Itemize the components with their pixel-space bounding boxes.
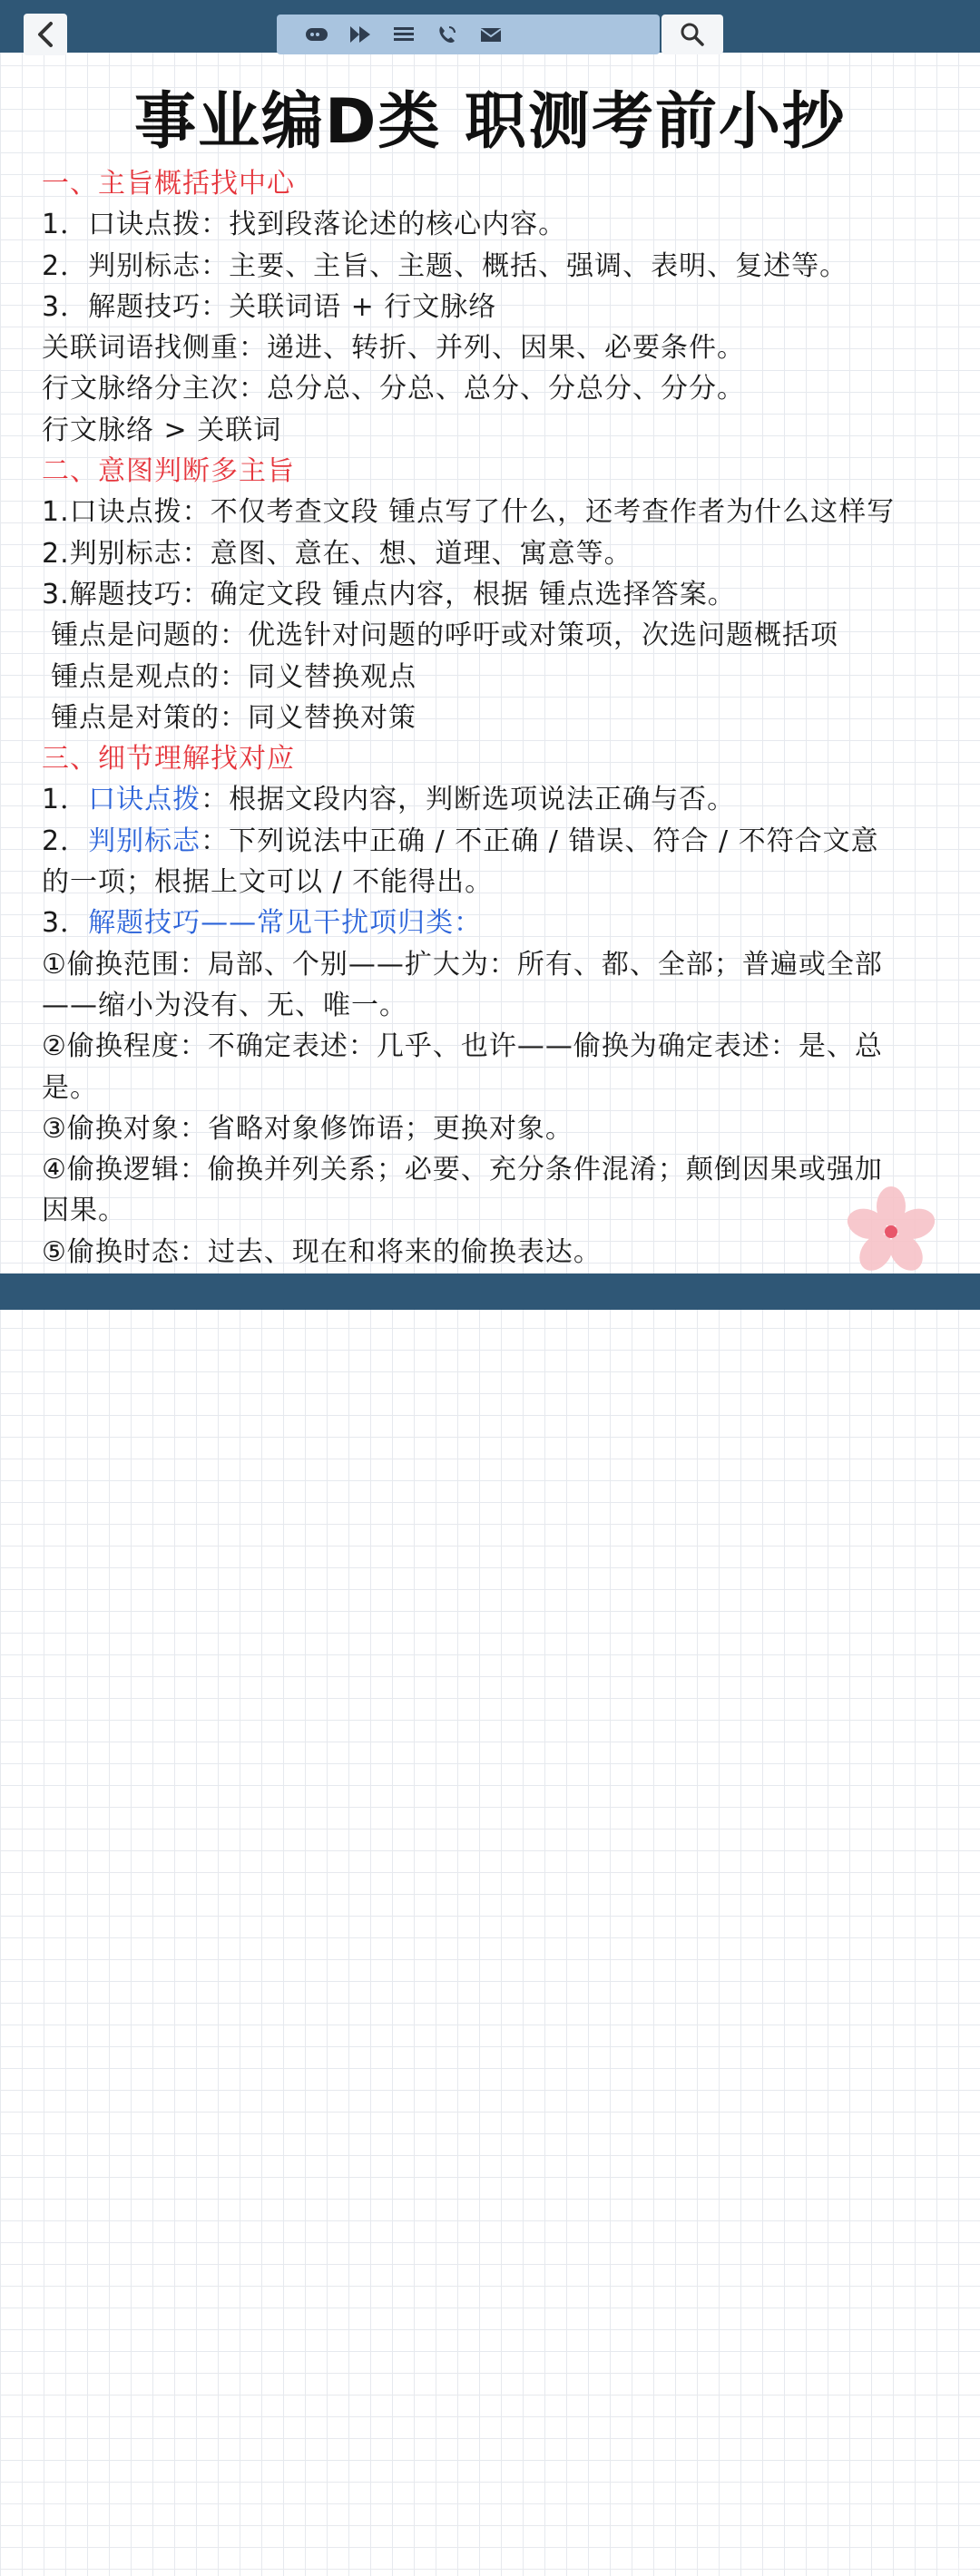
note-line: ①偷换范围：局部、个别——扩大为：所有、都、全部；普遍或全部 [42,948,883,981]
note-line: 1．口诀点拨：找到段落论述的核心内容。 [42,209,567,241]
back-icon [35,21,55,48]
search-button[interactable] [662,15,723,54]
note-line: 3．解题技巧：关联词语 + 行文脉络 [42,290,497,323]
page-title: 事业编D类 职测考前小抄 [133,86,847,158]
note-line: 锺点是观点的：同义替换观点 [51,660,416,693]
section-heading: 二、意图判断多主旨 [42,455,295,488]
note-line: ③偷换对象：省略对象修饰语；更换对象。 [42,1112,573,1145]
note-line: 行文脉络 > 关联词 [42,414,282,446]
note-line: ④偷换逻辑：偷换并列关系；必要、充分条件混淆；颠倒因果或强加 [42,1154,883,1186]
list-icon [392,24,416,44]
notes-content [42,163,949,1273]
item-number: 2． [42,825,89,857]
note-line: 锺点是对策的：同义替换对策 [51,701,416,734]
top-bar [0,0,980,53]
phone-button[interactable] [435,22,460,47]
highlight-label: 解题技巧——常见干扰项归类： [88,907,483,940]
watermark [938,2558,973,2576]
note-line: 锺点是问题的：优选针对问题的呼吁或对策项，次选问题概括项 [51,620,838,652]
bottom-bar [0,1273,980,1310]
mail-button[interactable] [478,22,504,47]
item-number: 1． [42,784,89,816]
note-line: 2.判别标志：意图、意在、想、道理、寓意等。 [42,537,632,570]
note-line [42,821,949,862]
phone-icon [436,24,459,45]
note-line: ②偷换程度：不确定表述：几乎、也许——偷换为确定表述：是、总 [42,1030,883,1063]
toolbar [277,15,660,54]
item-text: ：根据文段内容，判断选项说法正确与否。 [201,784,736,816]
note-line: 行文脉络分主次：总分总、分总、总分、分总分、分分。 [42,373,745,405]
highlight-label: 口诀点拨 [88,784,201,816]
note-line: 1.口诀点拨：不仅考查文段 锺点写了什么，还考查作者为什么这样写 [42,496,896,529]
item-number: 3． [42,907,89,940]
item-text: ：下列说法中正确 / 不正确 / 错误、符合 / 不符合文意 [201,825,879,857]
forward-button[interactable] [348,22,373,47]
section-heading: 一、主旨概括找中心 [42,168,295,200]
note-line: 因果。 [42,1195,126,1227]
note-line [42,903,949,943]
note-line: ——缩小为没有、无、唯一。 [42,989,407,1021]
forward-icon [348,24,372,44]
list-button[interactable] [391,22,416,47]
chat-icon [304,24,329,44]
chat-button[interactable] [304,22,329,47]
back-button[interactable] [24,14,67,55]
note-line: 2．判别标志：主要、主旨、主题、概括、强调、表明、复述等。 [42,249,848,282]
note-line [42,779,949,820]
note-line: 关联词语找侧重：递进、转折、并列、因果、必要条件。 [42,332,745,365]
search-icon [680,22,705,47]
note-line: 是。 [42,1071,98,1104]
section-heading: 三、细节理解找对应 [42,743,295,776]
mail-icon [479,25,503,44]
highlight-label: 判别标志 [88,825,201,857]
note-line: 的一项；根据上文可以 / 不能得出。 [42,866,494,899]
note-line: 3.解题技巧：确定文段 锺点内容，根据 锺点选择答案。 [42,578,736,610]
flower-icon [846,1186,936,1273]
note-line: ⑤偷换时态：过去、现在和将来的偷换表达。 [42,1235,602,1268]
